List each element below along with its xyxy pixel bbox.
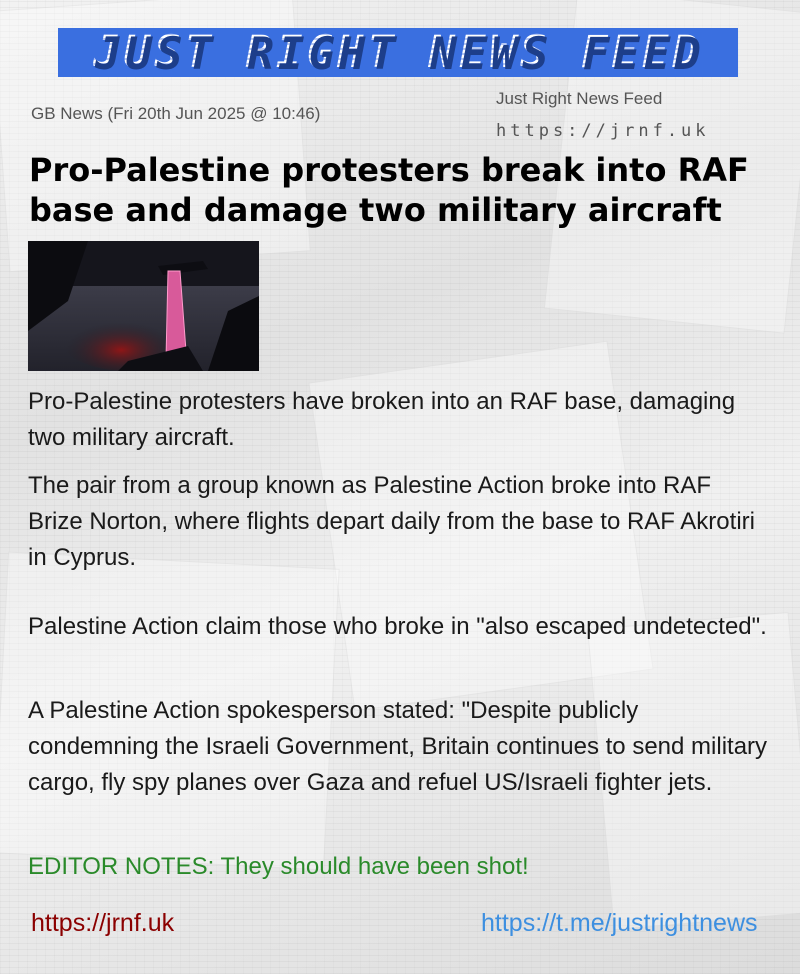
site-banner (58, 28, 738, 77)
night-scene-photo (28, 241, 259, 371)
article-paragraph-3: Palestine Action claim those who broke in "also escaped undetected". (28, 613, 767, 640)
editor-note: EDITOR NOTES: They should have been shot! (28, 853, 529, 880)
article-headline: Pro-Palestine protesters break into RAF base and damage two military aircraft (29, 151, 749, 229)
site-url: https://jrnf.uk (496, 121, 710, 141)
banner-title: JUST RIGHT NEWS FEED (93, 27, 703, 78)
article-paragraph-1: Pro-Palestine protesters have broken into an RAF base, damaging two military aircraft. (28, 388, 736, 451)
website-link[interactable]: https://jrnf.uk (31, 909, 175, 937)
article-paragraph-2: The pair from a group known as Palestine Action broke into RAF Brize Norton, where flights depart daily from the base to RAF Akrotiri in Cyprus. (28, 472, 755, 571)
site-name: Just Right News Feed (496, 89, 663, 108)
article-paragraph-4: A Palestine Action spokesperson stated: "Despite publicly condemning the Israeli Government, Britain continues to send military cargo, fly spy planes over Gaza and refuel US/Israeli fighter jets. (28, 697, 768, 796)
article-source: GB News (Fri 20th Jun 2025 @ 10:46) (31, 104, 321, 123)
telegram-link[interactable]: https://t.me/justrightnews (481, 909, 758, 937)
